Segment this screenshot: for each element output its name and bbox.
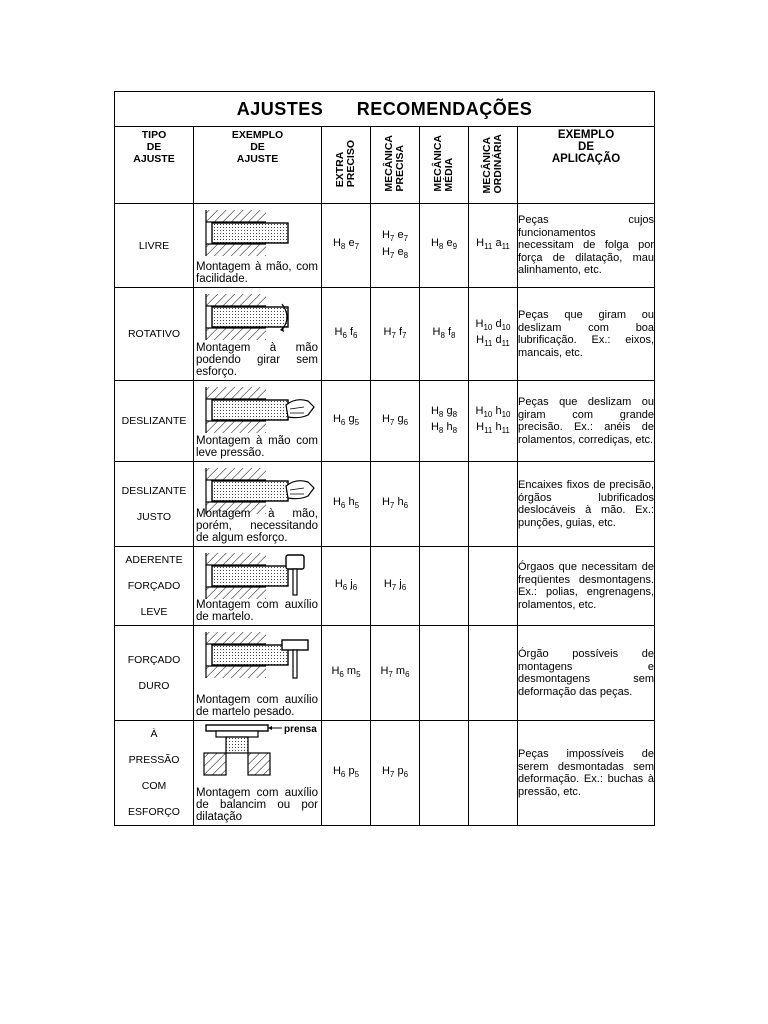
table-row bbox=[115, 626, 655, 721]
header-extra-preciso bbox=[322, 127, 371, 204]
fit-letter: H bbox=[432, 325, 441, 338]
fit-grade: 11 bbox=[501, 339, 510, 349]
fit-grade: 5 bbox=[354, 418, 360, 428]
header-mecanica-ordinaria bbox=[469, 127, 518, 204]
exemplo-de-ajuste bbox=[194, 626, 322, 721]
fit-grade: 8 bbox=[452, 410, 458, 419]
exemplo-de-aplicacao: Órgão possíveis de montagens e desmontagens sem deformação das peças. bbox=[518, 626, 655, 721]
fit-value bbox=[420, 405, 468, 421]
exemplo-de-aplicacao: Peças que giram ou deslizam com boa lubrificação. Ex.: eixos, mancais, etc. bbox=[518, 288, 655, 381]
fit-grade: 8 bbox=[438, 242, 444, 252]
fit-letter: H bbox=[475, 317, 484, 330]
fit-letter: H bbox=[476, 237, 485, 250]
fit-grade: 5 bbox=[354, 501, 360, 511]
fit-grade: 6 bbox=[340, 501, 346, 511]
header-line: MECÂNICA bbox=[383, 135, 395, 192]
fit-letter: H bbox=[475, 404, 484, 417]
fit-value bbox=[420, 237, 468, 253]
fit-extra-preciso bbox=[322, 204, 371, 288]
table-row bbox=[115, 462, 655, 547]
fit-letter: d bbox=[495, 317, 502, 330]
header-vertical-text bbox=[433, 135, 455, 192]
fit-mecanica-media bbox=[420, 204, 469, 288]
fit-letter: g bbox=[348, 412, 355, 425]
fit-rows bbox=[115, 204, 655, 826]
fit-mecanica-precisa bbox=[371, 204, 420, 288]
fits-table bbox=[114, 91, 655, 826]
fit-letter: H bbox=[332, 237, 341, 250]
tipo-label: DESLIZANTE bbox=[121, 415, 187, 427]
title-ajustes: AJUSTES bbox=[236, 98, 324, 119]
header-line: ORDINÁRIA bbox=[492, 133, 504, 194]
fit-grade: 7 bbox=[391, 583, 397, 593]
table-row bbox=[115, 204, 655, 288]
tipo-de-ajuste bbox=[115, 288, 194, 381]
exemplo-de-ajuste bbox=[194, 204, 322, 288]
tipo-label: COM bbox=[141, 780, 167, 792]
fit-grade: 7 bbox=[389, 501, 395, 511]
fit-grade: 6 bbox=[403, 770, 409, 780]
fit-grade: 5 bbox=[356, 670, 361, 680]
fit-value bbox=[371, 246, 419, 262]
fit-grade: 6 bbox=[403, 501, 409, 511]
fit-extra-preciso bbox=[322, 721, 371, 826]
fit-mecanica-ordinaria bbox=[469, 381, 518, 462]
header-vertical-text bbox=[335, 140, 357, 187]
fit-letter: H bbox=[476, 421, 485, 433]
header-vertical-text bbox=[384, 135, 406, 192]
tipo-label: ADERENTE bbox=[125, 554, 183, 566]
fit-letter: H bbox=[381, 229, 390, 242]
fit-letter: H bbox=[332, 764, 341, 777]
fit-value bbox=[322, 413, 370, 429]
fit-value bbox=[322, 326, 370, 342]
fit-value bbox=[371, 665, 419, 681]
tipo-label: ROTATIVO bbox=[127, 328, 181, 340]
fit-mecanica-precisa bbox=[371, 381, 420, 462]
fit-value bbox=[420, 421, 468, 437]
tipo-label: ESFORÇO bbox=[128, 806, 180, 818]
fit-letter: H bbox=[332, 412, 341, 425]
header-line: EXTRA bbox=[334, 151, 346, 188]
fit-grade: 8 bbox=[438, 426, 444, 436]
header-line: AJUSTE bbox=[133, 153, 175, 165]
header-line: PRECISA bbox=[394, 145, 406, 192]
fit-extra-preciso bbox=[322, 626, 371, 721]
tipo-de-ajuste bbox=[115, 547, 194, 626]
fit-letter: j bbox=[350, 577, 353, 590]
tipo-label: FORÇADO bbox=[127, 580, 181, 592]
fit-grade: 8 bbox=[403, 250, 409, 260]
hammer-icon bbox=[196, 628, 318, 690]
header-exemplo-de-ajuste bbox=[194, 127, 322, 204]
fit-grade: 7 bbox=[388, 670, 393, 680]
fit-grade: 7 bbox=[389, 250, 395, 260]
fit-mecanica-media bbox=[420, 381, 469, 462]
header-exemplo-de-aplicacao bbox=[518, 127, 655, 204]
fit-value bbox=[322, 578, 370, 594]
fit-grade: 7 bbox=[402, 331, 407, 341]
fit-mecanica-ordinaria bbox=[469, 547, 518, 626]
fit-letter: a bbox=[495, 237, 502, 250]
fit-grade: 10 bbox=[501, 410, 511, 419]
fit-letter: m bbox=[346, 664, 357, 677]
fit-grade: 11 bbox=[501, 426, 510, 436]
header-tipo-de-ajuste bbox=[115, 127, 194, 204]
fit-letter: d bbox=[495, 334, 502, 346]
montagem-caption: Montagem à mão, com facilidade. bbox=[196, 261, 318, 285]
exemplo-de-aplicacao: Peças cujos funcionamentos necessitam de folga por força de dilatação, mau alinhamento, etc. bbox=[518, 204, 655, 288]
exemplo-de-aplicacao: Órgaos que necessitam de freqüentes desmontagens. Ex.: polias, engrenagens, rolamentos, etc. bbox=[518, 547, 655, 626]
fit-letter: H bbox=[381, 764, 390, 777]
tipo-label: FORÇADO bbox=[127, 654, 181, 666]
hand-assembly-icon bbox=[196, 206, 318, 268]
fit-extra-preciso bbox=[322, 547, 371, 626]
fit-letter: H bbox=[383, 577, 392, 590]
table-row bbox=[115, 547, 655, 626]
fit-grade: 11 bbox=[484, 242, 493, 252]
fit-letter: p bbox=[348, 764, 355, 777]
fit-value bbox=[469, 421, 517, 437]
fit-letter: H bbox=[334, 577, 343, 590]
fit-extra-preciso bbox=[322, 288, 371, 381]
fit-mecanica-ordinaria bbox=[469, 288, 518, 381]
table-title bbox=[115, 92, 655, 127]
fit-letter: h bbox=[495, 404, 502, 417]
header-line: DE bbox=[250, 141, 265, 153]
fit-grade: 11 bbox=[484, 426, 493, 436]
header-line: AJUSTE bbox=[236, 153, 279, 165]
fit-mecanica-precisa bbox=[371, 547, 420, 626]
fit-grade: 11 bbox=[484, 339, 493, 349]
fit-grade: 6 bbox=[340, 418, 346, 428]
fit-mecanica-ordinaria bbox=[469, 204, 518, 288]
fit-grade: 8 bbox=[438, 410, 444, 419]
fit-letter: H bbox=[383, 325, 392, 338]
fit-letter: H bbox=[332, 495, 341, 508]
fit-value bbox=[469, 318, 517, 334]
fit-letter: e bbox=[397, 245, 404, 258]
fit-letter: h bbox=[446, 421, 453, 433]
fit-grade: 8 bbox=[452, 426, 458, 436]
fit-letter: f bbox=[349, 325, 354, 338]
header-vertical-text bbox=[482, 134, 504, 194]
fit-letter: e bbox=[348, 237, 355, 250]
header-mecanica-precisa bbox=[371, 127, 420, 204]
fit-mecanica-precisa bbox=[371, 462, 420, 547]
fit-letter: H bbox=[381, 245, 390, 258]
fit-value bbox=[469, 405, 517, 421]
fit-value bbox=[371, 496, 419, 512]
fit-value bbox=[322, 665, 370, 681]
fit-letter: H bbox=[380, 664, 389, 677]
montagem-caption: Montagem à mão, porém, necessitando de algum esforço. bbox=[196, 508, 318, 544]
montagem-caption: Montagem com auxílio de martelo. bbox=[196, 599, 318, 623]
fit-grade: 9 bbox=[452, 242, 458, 252]
fit-grade: 10 bbox=[501, 323, 511, 332]
fit-grade: 6 bbox=[403, 418, 409, 428]
fit-grade: 8 bbox=[451, 331, 456, 341]
exemplo-de-ajuste bbox=[194, 288, 322, 381]
fit-value bbox=[371, 326, 419, 342]
tipo-label: JUSTO bbox=[136, 511, 172, 523]
exemplo-de-ajuste bbox=[194, 547, 322, 626]
fit-letter: h bbox=[397, 495, 404, 508]
header-line: MÉDIA bbox=[443, 157, 455, 192]
header-line: EXEMPLO bbox=[557, 129, 615, 141]
fit-grade: 5 bbox=[354, 770, 360, 780]
fit-mecanica-media bbox=[420, 721, 469, 826]
fit-grade: 10 bbox=[483, 323, 493, 332]
fit-value bbox=[322, 765, 370, 781]
fit-letter: H bbox=[430, 421, 439, 433]
montagem-caption: Montagem à mão podendo girar sem esforço. bbox=[196, 342, 318, 378]
fit-letter: f bbox=[398, 325, 403, 338]
fit-mecanica-ordinaria bbox=[469, 721, 518, 826]
header-line: EXEMPLO bbox=[231, 129, 284, 141]
header-line: MECÂNICA bbox=[481, 136, 493, 194]
fit-mecanica-ordinaria bbox=[469, 462, 518, 547]
fit-mecanica-precisa bbox=[371, 721, 420, 826]
fit-letter: H bbox=[430, 237, 439, 250]
montagem-caption: Montagem à mão com leve pressão. bbox=[196, 435, 318, 459]
fit-value bbox=[469, 237, 517, 253]
table-row bbox=[115, 721, 655, 826]
fit-grade: 6 bbox=[353, 331, 358, 341]
fit-value bbox=[322, 496, 370, 512]
fit-grade: 6 bbox=[339, 670, 344, 680]
tipo-label: DESLIZANTE bbox=[121, 485, 187, 497]
fit-letter: g bbox=[397, 412, 404, 425]
fit-value bbox=[420, 326, 468, 342]
tipo-de-ajuste bbox=[115, 721, 194, 826]
fit-grade: 7 bbox=[389, 418, 395, 428]
fit-value bbox=[371, 413, 419, 429]
montagem-caption: Montagem com auxílio de balancim ou por dilatação bbox=[196, 787, 318, 823]
fit-grade: 8 bbox=[340, 242, 346, 252]
fit-letter: H bbox=[430, 404, 439, 417]
fit-grade: 11 bbox=[501, 242, 510, 252]
header-line: TIPO bbox=[141, 129, 167, 141]
fit-letter: H bbox=[334, 325, 343, 338]
fit-extra-preciso bbox=[322, 462, 371, 547]
fit-grade: 10 bbox=[483, 410, 493, 419]
table-row bbox=[115, 381, 655, 462]
fit-grade: 7 bbox=[403, 234, 409, 244]
exemplo-de-aplicacao: Peças que deslizam ou giram com grande precisão. Ex.: anéis de rolamentos, corrediças, etc. bbox=[518, 381, 655, 462]
header-line: DE bbox=[578, 141, 595, 153]
fit-letter: e bbox=[397, 229, 404, 242]
fit-letter: j bbox=[399, 577, 402, 590]
fit-grade: 7 bbox=[354, 242, 360, 252]
fit-letter: f bbox=[447, 325, 452, 338]
fit-mecanica-precisa bbox=[371, 288, 420, 381]
tipo-de-ajuste bbox=[115, 462, 194, 547]
header-line: APLICAÇÃO bbox=[551, 153, 621, 165]
fit-grade: 7 bbox=[389, 234, 395, 244]
fit-grade: 7 bbox=[391, 331, 396, 341]
fit-mecanica-ordinaria bbox=[469, 626, 518, 721]
exemplo-de-aplicacao: Encaixes fixos de precisão, órgãos lubrificados deslocáveis à mão. Ex.: punções, guias, etc. bbox=[518, 462, 655, 547]
header-line: PRECISO bbox=[345, 139, 357, 188]
tipo-de-ajuste bbox=[115, 381, 194, 462]
header-mecanica-media bbox=[420, 127, 469, 204]
exemplo-de-ajuste bbox=[194, 462, 322, 547]
fit-grade: 6 bbox=[342, 331, 347, 341]
press-icon bbox=[196, 723, 318, 785]
montagem-caption: Montagem com auxílio de martelo pesado. bbox=[196, 694, 318, 718]
fit-letter: m bbox=[395, 664, 406, 677]
fit-letter: H bbox=[381, 495, 390, 508]
fit-letter: p bbox=[397, 764, 404, 777]
fit-letter: H bbox=[476, 334, 485, 346]
fit-value bbox=[371, 229, 419, 245]
tipo-label: PRESSÃO bbox=[128, 754, 180, 766]
fit-mecanica-media bbox=[420, 288, 469, 381]
exemplo-de-aplicacao: Peças impossíveis de serem desmontadas sem deformação. Ex.: buchas à pressão, etc. bbox=[518, 721, 655, 826]
header-line: MECÂNICA bbox=[432, 135, 444, 192]
fit-mecanica-media bbox=[420, 547, 469, 626]
tipo-label: DURO bbox=[138, 680, 170, 692]
fit-letter: h bbox=[495, 421, 502, 433]
fit-grade: 6 bbox=[342, 583, 348, 593]
fit-letter: g bbox=[446, 404, 453, 417]
fit-grade: 6 bbox=[352, 583, 358, 593]
press-label: prensa bbox=[284, 724, 317, 735]
fit-mecanica-media bbox=[420, 462, 469, 547]
fit-grade: 6 bbox=[340, 770, 346, 780]
exemplo-de-ajuste bbox=[194, 381, 322, 462]
fit-grade: 6 bbox=[405, 670, 410, 680]
fit-value bbox=[322, 237, 370, 253]
fit-grade: 8 bbox=[440, 331, 445, 341]
header-line: DE bbox=[146, 141, 162, 153]
fit-value bbox=[371, 765, 419, 781]
fit-value bbox=[371, 578, 419, 594]
fit-extra-preciso bbox=[322, 381, 371, 462]
tipo-de-ajuste bbox=[115, 626, 194, 721]
fit-value bbox=[469, 334, 517, 350]
exemplo-de-ajuste bbox=[194, 721, 322, 826]
fit-letter: e bbox=[446, 237, 453, 250]
tipo-label: LEVE bbox=[140, 606, 168, 618]
tipo-label: LIVRE bbox=[138, 239, 170, 252]
fit-letter: H bbox=[331, 664, 340, 677]
fits-table-sheet bbox=[114, 91, 654, 826]
title-recomendacoes: RECOMENDAÇÕES bbox=[356, 98, 533, 119]
fit-grade: 6 bbox=[401, 583, 407, 593]
fit-grade: 7 bbox=[389, 770, 395, 780]
fit-letter: H bbox=[381, 412, 390, 425]
table-row bbox=[115, 288, 655, 381]
tipo-de-ajuste bbox=[115, 204, 194, 288]
tipo-label: À bbox=[150, 728, 158, 740]
fit-letter: h bbox=[348, 495, 355, 508]
fit-mecanica-precisa bbox=[371, 626, 420, 721]
fit-mecanica-media bbox=[420, 626, 469, 721]
